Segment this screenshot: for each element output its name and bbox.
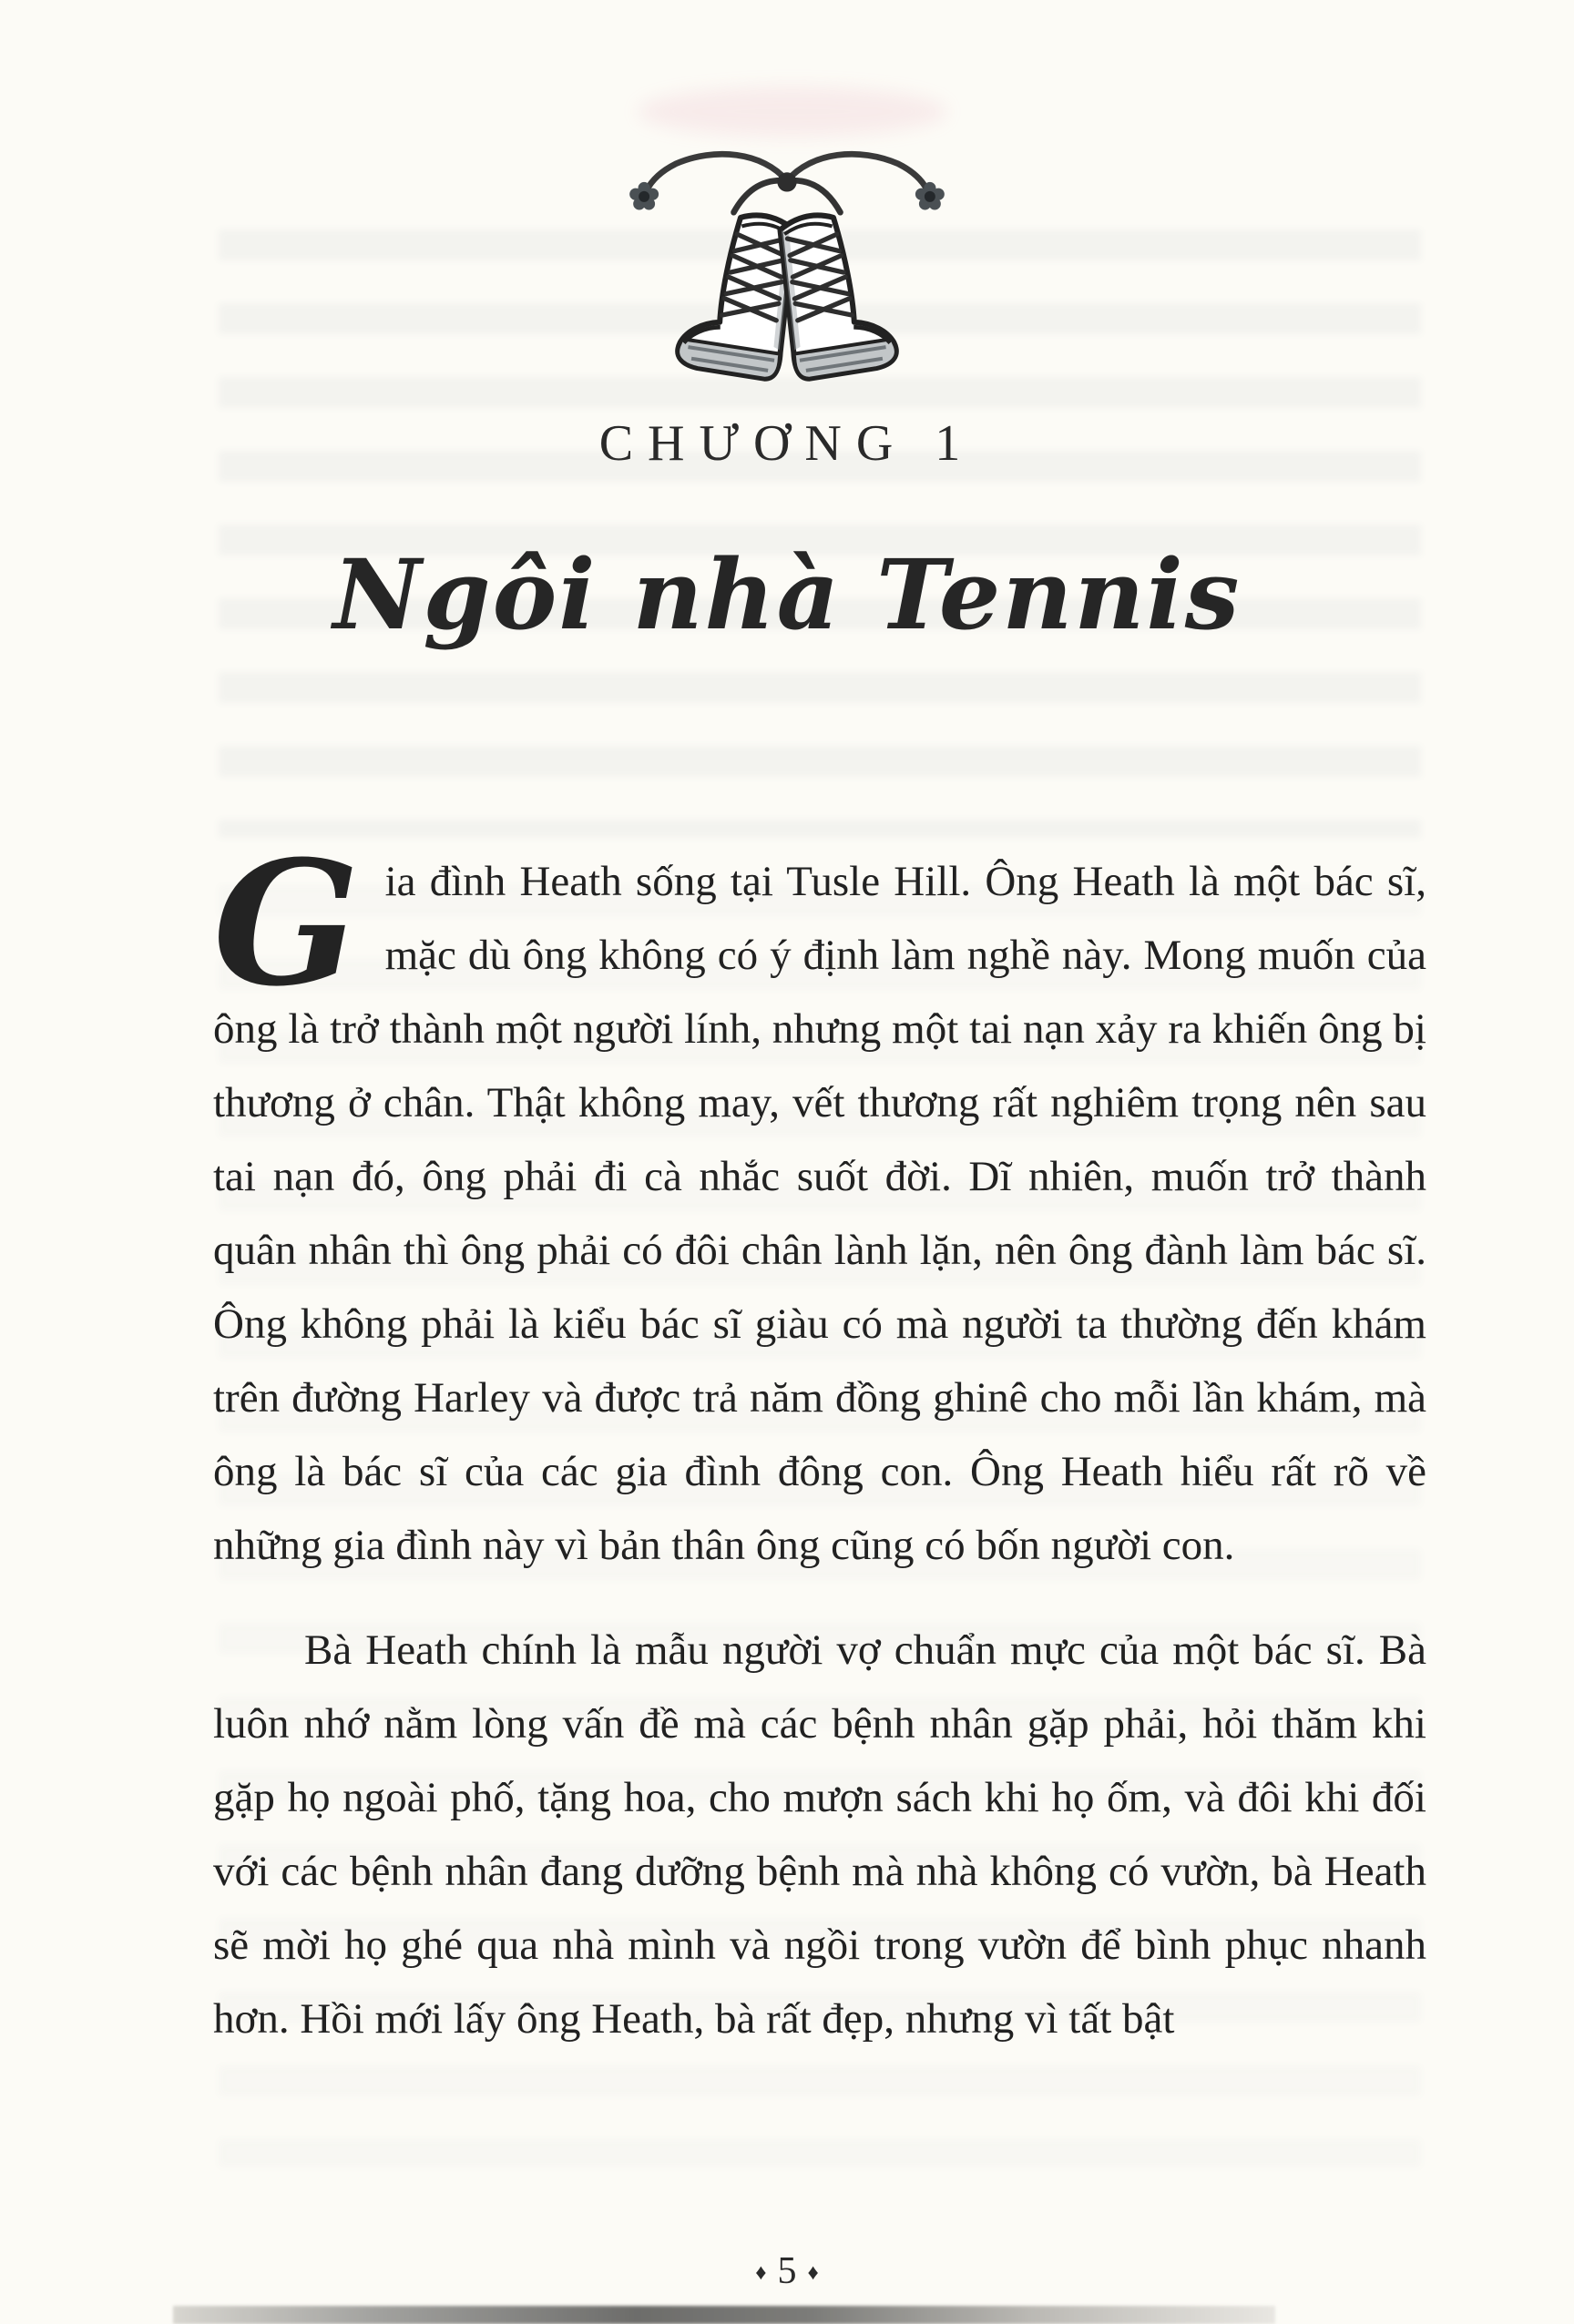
diamond-ornament-left: ♦ bbox=[755, 2261, 767, 2285]
chapter-title: Ngôi nhà Tennis bbox=[332, 537, 1242, 651]
page-number-value: 5 bbox=[777, 2250, 797, 2292]
scan-edge-artifact bbox=[173, 2306, 1275, 2324]
paragraph bbox=[213, 1614, 1426, 2056]
diamond-ornament-right: ♦ bbox=[807, 2261, 819, 2285]
paragraph-text: ia đình Heath sống tại Tusle Hill. Ông Heath là một bác sĩ, mặc dù ông không có ý định làm nghề này. Mong muốn của ông là trở thành một người lính, nhưng một tai nạn xảy ra khiến ông bị thương ở chân. Thật không may, vết thương rất nghiêm trọng nên sau tai nạn đó, ông phải đi cà nhắc suốt đời. Dĩ nhiên, muốn trở thành quân nhân thì ông phải có đôi chân lành lặn, nên ông đành làm bác sĩ. Ông không phải là kiểu bác sĩ giàu có mà người ta thường đến khám trên đường Harley và được trả năm đồng ghinê cho mỗi lần khám, mà ông là bác sĩ của các gia đình đông con. Ông Heath hiểu rất rõ về những gia đình này vì bản thân ông cũng có bốn người con. bbox=[213, 858, 1426, 1569]
chapter-heading: CHƯƠNG 1 bbox=[598, 415, 976, 472]
body-text bbox=[213, 823, 1426, 2056]
chapter-illustration-area bbox=[0, 127, 1574, 396]
paragraph-text: Bà Heath chính là mẫu người vợ chuẩn mực của một bác sĩ. Bà luôn nhớ nằm lòng vấn đề mà các bệnh nhân gặp phải, hỏi thăm khi gặp họ ngoài phố, tặng hoa, cho mượn sách khi họ ốm, và đôi khi đối với các bệnh nhân đang dưỡng bệnh mà nhà không có vườn, bà Heath sẽ mời họ ghé qua nhà mình và ngồi trong vườn để bình phục nhanh hơn. Hồi mới lấy ông Heath, bà rất đẹp, nhưng vì tất bật bbox=[213, 1626, 1426, 2043]
drop-cap: G bbox=[213, 823, 360, 1024]
page-number bbox=[0, 2249, 1574, 2293]
sneakers-illustration bbox=[581, 127, 993, 392]
paragraph bbox=[213, 823, 1426, 1583]
